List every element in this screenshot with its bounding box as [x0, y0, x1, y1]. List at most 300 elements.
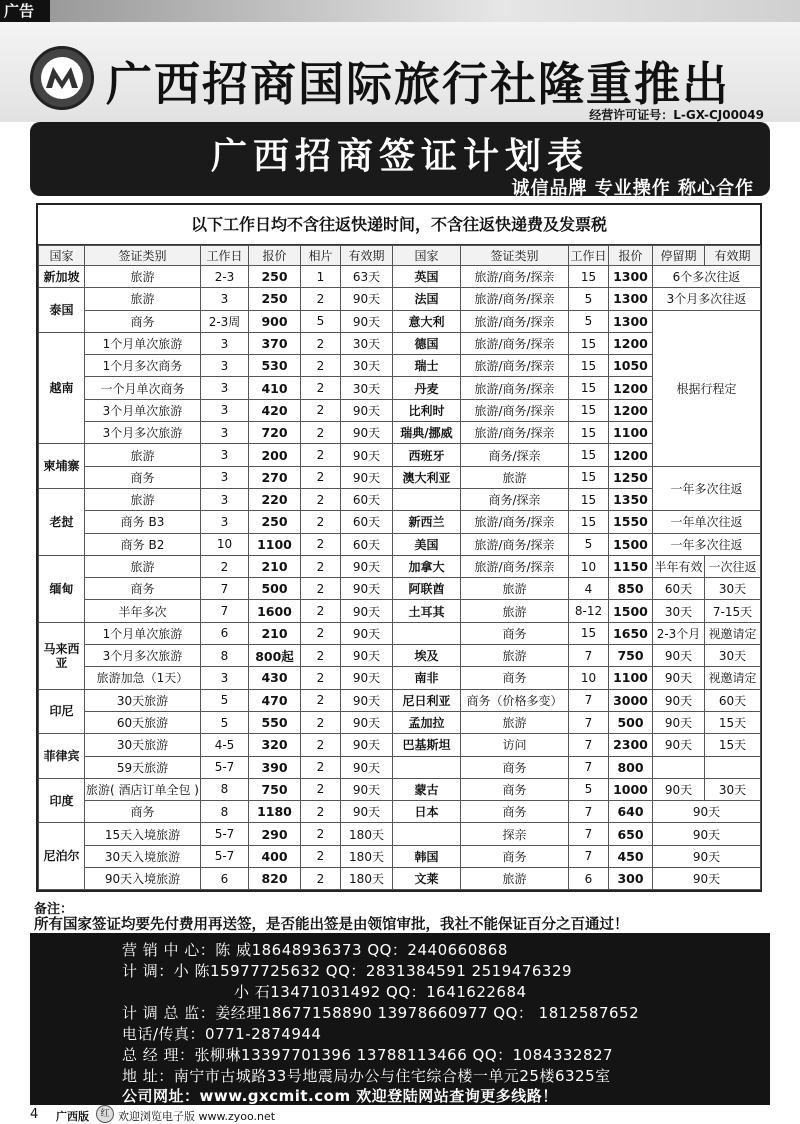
validity-cell: 30天	[705, 578, 761, 600]
validity-cell: 63天	[341, 266, 393, 288]
workdays-cell: 7	[569, 711, 609, 733]
price-cell: 1100	[609, 667, 653, 689]
workdays-cell: 8-12	[569, 600, 609, 622]
validity-cell: 30天	[705, 778, 761, 800]
workdays-cell: 3	[201, 444, 249, 466]
country-cell: 泰国	[39, 288, 85, 333]
workdays-cell: 15	[569, 622, 609, 644]
photos-cell: 2	[301, 332, 341, 354]
stay-cell: 90天	[653, 689, 705, 711]
price-cell: 2300	[609, 734, 653, 756]
country-cell: 日本	[393, 801, 461, 823]
visa-type-cell: 30天旅游	[85, 689, 201, 711]
disclaimer: 所有国家签证均要先付费用再送签，是否能出签是由领馆审批，我社不能保证百分之百通过！	[34, 917, 629, 933]
visa-type-cell: 旅游/商务/探亲	[461, 288, 569, 310]
footer-message[interactable]: 欢迎浏览电子版 www.zyoo.net	[118, 1110, 276, 1123]
validity-cell: 180天	[341, 868, 393, 890]
price-cell: 1500	[609, 533, 653, 555]
table-row	[39, 667, 761, 689]
visa-type-cell: 商务 B3	[85, 511, 201, 533]
country-cell: 比利时	[393, 399, 461, 421]
country-cell: 埃及	[393, 645, 461, 667]
workdays-cell: 7	[569, 734, 609, 756]
validity-cell: 90天	[341, 645, 393, 667]
validity-cell: 90天	[341, 756, 393, 778]
photos-cell: 2	[301, 355, 341, 377]
validity-cell: 60天	[341, 511, 393, 533]
workdays-cell: 4	[569, 578, 609, 600]
visa-type-cell: 旅游	[85, 444, 201, 466]
price-cell: 300	[609, 868, 653, 890]
price-cell: 470	[249, 689, 301, 711]
column-header: 相片	[301, 246, 341, 266]
workdays-cell: 5	[201, 711, 249, 733]
workdays-cell: 7	[569, 756, 609, 778]
workdays-cell: 2-3周	[201, 310, 249, 332]
workdays-cell: 3	[201, 667, 249, 689]
price-cell: 200	[249, 444, 301, 466]
country-cell: 尼日利亚	[393, 689, 461, 711]
visa-type-cell: 3个月多次旅游	[85, 422, 201, 444]
table-row	[39, 444, 761, 466]
visa-type-cell: 旅游	[461, 868, 569, 890]
edition-badge-icon: 红	[96, 1105, 114, 1123]
price-cell: 1180	[249, 801, 301, 823]
photos-cell: 2	[301, 622, 341, 644]
validity-cell: 90天	[341, 778, 393, 800]
price-cell: 530	[249, 355, 301, 377]
visa-type-cell: 旅游加急（1天）	[85, 667, 201, 689]
workdays-cell: 6	[569, 868, 609, 890]
price-cell: 210	[249, 555, 301, 577]
validity-cell: 90天	[341, 689, 393, 711]
photos-cell: 2	[301, 444, 341, 466]
table-row	[39, 711, 761, 733]
workdays-cell: 3	[201, 377, 249, 399]
column-header: 有效期	[341, 246, 393, 266]
workdays-cell: 15	[569, 332, 609, 354]
price-cell: 850	[609, 578, 653, 600]
workdays-cell: 3	[201, 511, 249, 533]
workdays-cell: 15	[569, 466, 609, 488]
price-cell: 800起	[249, 645, 301, 667]
table-row	[39, 734, 761, 756]
license-number: 经营许可证号：L-GX-CJ00049	[589, 108, 764, 122]
price-cell: 500	[609, 711, 653, 733]
photos-cell: 2	[301, 801, 341, 823]
visa-type-cell: 一个月单次商务	[85, 377, 201, 399]
photos-cell: 2	[301, 399, 341, 421]
price-cell: 250	[249, 511, 301, 533]
table-row	[39, 578, 761, 600]
stay-cell: 6个多次往返	[653, 266, 761, 288]
table-row	[39, 555, 761, 577]
workdays-cell: 5	[569, 310, 609, 332]
visa-type-cell: 旅游/商务/探亲	[461, 555, 569, 577]
table-row	[39, 422, 761, 444]
contact-planner-1: 计 调：小 陈15977725632 QQ：2831384591 2519476329	[122, 962, 573, 980]
photos-cell: 2	[301, 823, 341, 845]
company-logo	[30, 46, 94, 110]
country-cell: 阿联酋	[393, 578, 461, 600]
visa-table-body	[39, 246, 761, 890]
visa-type-cell: 旅游/商务/探亲	[461, 332, 569, 354]
table-header-row	[39, 246, 761, 266]
country-cell: 丹麦	[393, 377, 461, 399]
column-header: 签证类别	[461, 246, 569, 266]
photos-cell: 2	[301, 868, 341, 890]
table-row	[39, 310, 761, 332]
workdays-cell: 2	[201, 555, 249, 577]
workdays-cell: 8	[201, 645, 249, 667]
photos-cell: 2	[301, 488, 341, 510]
visa-type-cell: 旅游	[461, 645, 569, 667]
validity-cell: 90天	[341, 622, 393, 644]
page-number: 4	[30, 1107, 39, 1122]
visa-type-cell: 商务	[461, 622, 569, 644]
photos-cell: 2	[301, 734, 341, 756]
price-cell: 1100	[609, 422, 653, 444]
price-cell: 210	[249, 622, 301, 644]
photos-cell: 2	[301, 645, 341, 667]
visa-type-cell: 商务	[461, 845, 569, 867]
price-cell: 220	[249, 488, 301, 510]
validity-cell: 视邀请定	[705, 622, 761, 644]
price-cell: 320	[249, 734, 301, 756]
validity-cell: 90天	[341, 466, 393, 488]
country-cell: 土耳其	[393, 600, 461, 622]
country-cell: 西班牙	[393, 444, 461, 466]
country-cell: 澳大利亚	[393, 466, 461, 488]
logo-icon	[39, 55, 85, 101]
price-cell: 390	[249, 756, 301, 778]
visa-type-cell: 旅游	[461, 578, 569, 600]
stay-cell: 90天	[653, 823, 761, 845]
workdays-cell: 15	[569, 444, 609, 466]
price-cell: 720	[249, 422, 301, 444]
visa-type-cell: 旅游	[85, 555, 201, 577]
workdays-cell: 7	[569, 845, 609, 867]
column-header: 国家	[393, 246, 461, 266]
country-cell	[393, 488, 461, 510]
price-cell: 1600	[249, 600, 301, 622]
visa-type-cell: 半年多次	[85, 600, 201, 622]
workdays-cell: 5-7	[201, 756, 249, 778]
column-header: 报价	[609, 246, 653, 266]
visa-type-cell: 旅游/商务/探亲	[461, 266, 569, 288]
stay-cell: 90天	[653, 868, 761, 890]
visa-type-cell: 旅游	[85, 488, 201, 510]
contact-phone-fax: 电话/传真：0771-2874944	[122, 1025, 322, 1043]
price-cell: 1650	[609, 622, 653, 644]
workdays-cell: 3	[201, 288, 249, 310]
country-cell: 南非	[393, 667, 461, 689]
workdays-cell: 8	[201, 778, 249, 800]
validity-cell: 60天	[341, 533, 393, 555]
country-cell	[393, 823, 461, 845]
validity-cell: 90天	[341, 801, 393, 823]
price-cell: 420	[249, 399, 301, 421]
price-cell: 1200	[609, 399, 653, 421]
table-row	[39, 355, 761, 377]
photos-cell: 2	[301, 756, 341, 778]
stay-cell: 一年多次往返	[653, 466, 761, 511]
visa-type-cell: 3个月多次旅游	[85, 645, 201, 667]
photos-cell: 2	[301, 422, 341, 444]
country-cell	[393, 756, 461, 778]
stay-cell: 90天	[653, 778, 705, 800]
country-cell: 新西兰	[393, 511, 461, 533]
contact-planner-2: 小 石13471031492 QQ：1641622684	[234, 983, 527, 1001]
price-cell: 410	[249, 377, 301, 399]
price-cell: 640	[609, 801, 653, 823]
photos-cell: 2	[301, 511, 341, 533]
validity-cell: 180天	[341, 823, 393, 845]
country-cell: 意大利	[393, 310, 461, 332]
column-header: 签证类别	[85, 246, 201, 266]
contact-address: 地 址：南宁市古城路33号地震局办公与住宅综合楼一单元25楼6325室	[122, 1067, 611, 1085]
country-cell: 文莱	[393, 868, 461, 890]
validity-cell: 180天	[341, 845, 393, 867]
visa-type-cell: 旅游/商务/探亲	[461, 310, 569, 332]
visa-type-cell: 90天入境旅游	[85, 868, 201, 890]
visa-type-cell: 商务	[85, 801, 201, 823]
visa-type-cell: 旅游/商务/探亲	[461, 422, 569, 444]
validity-cell: 90天	[341, 600, 393, 622]
validity-cell: 90天	[341, 667, 393, 689]
slogan: 诚信品牌 专业操作 称心合作	[511, 178, 754, 199]
country-cell: 柬埔寨	[39, 444, 85, 489]
country-cell: 美国	[393, 533, 461, 555]
visa-type-cell: 商务	[85, 466, 201, 488]
validity-cell: 90天	[341, 288, 393, 310]
visa-type-cell: 商务/探亲	[461, 488, 569, 510]
contact-panel	[30, 933, 770, 1105]
visa-type-cell: 旅游/商务/探亲	[461, 511, 569, 533]
edition-label: 广西版	[56, 1110, 89, 1123]
validity-cell: 90天	[341, 444, 393, 466]
visa-type-cell: 旅游	[461, 711, 569, 733]
price-cell: 750	[609, 645, 653, 667]
price-cell: 820	[249, 868, 301, 890]
country-cell: 越南	[39, 332, 85, 443]
country-cell: 马来西亚	[39, 622, 85, 689]
validity-cell: 30天	[705, 645, 761, 667]
workdays-cell: 15	[569, 399, 609, 421]
visa-table-panel	[36, 203, 762, 892]
country-cell: 加拿大	[393, 555, 461, 577]
price-cell: 550	[249, 711, 301, 733]
contact-marketing: 营 销 中 心：陈 威18648936373 QQ：2440660868	[122, 941, 508, 959]
workdays-cell: 3	[201, 355, 249, 377]
visa-type-cell: 商务	[461, 778, 569, 800]
table-row	[39, 689, 761, 711]
table-note: 以下工作日均不含往返快递时间，不含往返快递费及发票税	[38, 205, 760, 245]
country-cell: 瑞典/挪威	[393, 422, 461, 444]
visa-type-cell: 1个月单次旅游	[85, 332, 201, 354]
country-cell: 蒙古	[393, 778, 461, 800]
validity-cell: 90天	[341, 310, 393, 332]
workdays-cell: 15	[569, 266, 609, 288]
headline: 广西招商国际旅行社隆重推出	[106, 57, 730, 111]
price-cell: 1100	[249, 533, 301, 555]
workdays-cell: 7	[569, 689, 609, 711]
table-row	[39, 377, 761, 399]
photos-cell: 2	[301, 600, 341, 622]
visa-table	[38, 245, 761, 890]
visa-type-cell: 3个月单次旅游	[85, 399, 201, 421]
visa-type-cell: 旅游	[461, 600, 569, 622]
price-cell: 370	[249, 332, 301, 354]
workdays-cell: 7	[201, 600, 249, 622]
photos-cell: 2	[301, 466, 341, 488]
photos-cell: 2	[301, 689, 341, 711]
validity-cell: 30天	[341, 332, 393, 354]
table-row	[39, 756, 761, 778]
photos-cell: 2	[301, 555, 341, 577]
table-row	[39, 533, 761, 555]
country-cell: 菲律宾	[39, 734, 85, 779]
price-cell: 800	[609, 756, 653, 778]
photos-cell: 2	[301, 667, 341, 689]
price-cell: 500	[249, 578, 301, 600]
visa-type-cell: 1个月多次商务	[85, 355, 201, 377]
visa-type-cell: 商务	[461, 756, 569, 778]
table-row	[39, 288, 761, 310]
column-header: 工作日	[569, 246, 609, 266]
price-cell: 1150	[609, 555, 653, 577]
workdays-cell: 3	[201, 399, 249, 421]
price-cell: 3000	[609, 689, 653, 711]
country-cell: 老挝	[39, 488, 85, 555]
table-row	[39, 801, 761, 823]
table-row	[39, 778, 761, 800]
price-cell: 1550	[609, 511, 653, 533]
visa-type-cell: 商务	[85, 578, 201, 600]
country-cell: 瑞士	[393, 355, 461, 377]
price-cell: 250	[249, 288, 301, 310]
validity-cell: 60天	[705, 689, 761, 711]
country-cell: 巴基斯坦	[393, 734, 461, 756]
workdays-cell: 15	[569, 422, 609, 444]
price-cell: 1050	[609, 355, 653, 377]
stay-cell: 60天	[653, 578, 705, 600]
country-cell: 缅甸	[39, 555, 85, 622]
validity-cell: 一次往返	[705, 555, 761, 577]
column-header: 国家	[39, 246, 85, 266]
price-cell: 290	[249, 823, 301, 845]
visa-type-cell: 商务	[85, 310, 201, 332]
visa-type-cell: 商务	[461, 801, 569, 823]
photos-cell: 2	[301, 377, 341, 399]
table-row	[39, 622, 761, 644]
plan-title: 广西招商签证计划表	[210, 136, 589, 177]
price-cell: 250	[249, 266, 301, 288]
price-cell: 1300	[609, 310, 653, 332]
workdays-cell: 5-7	[201, 823, 249, 845]
photos-cell: 5	[301, 310, 341, 332]
validity-cell: 15天	[705, 711, 761, 733]
stay-cell: 90天	[653, 845, 761, 867]
price-cell: 650	[609, 823, 653, 845]
workdays-cell: 3	[201, 466, 249, 488]
stay-cell: 90天	[653, 734, 705, 756]
visa-type-cell: 旅游/商务/探亲	[461, 355, 569, 377]
validity-cell: 90天	[341, 711, 393, 733]
visa-type-cell: 商务	[461, 667, 569, 689]
photos-cell: 2	[301, 711, 341, 733]
stay-cell: 一年多次往返	[653, 533, 761, 555]
validity-cell: 90天	[341, 555, 393, 577]
workdays-cell: 5	[569, 778, 609, 800]
workdays-cell: 3	[201, 488, 249, 510]
visa-type-cell: 1个月单次旅游	[85, 622, 201, 644]
table-row	[39, 823, 761, 845]
price-cell: 430	[249, 667, 301, 689]
stay-cell: 90天	[653, 711, 705, 733]
validity-cell: 15天	[705, 734, 761, 756]
stay-cell: 半年有效	[653, 555, 705, 577]
country-cell	[393, 622, 461, 644]
validity-cell: 90天	[341, 578, 393, 600]
validity-cell: 90天	[341, 422, 393, 444]
country-cell: 英国	[393, 266, 461, 288]
photos-cell: 2	[301, 778, 341, 800]
stay-cell	[653, 756, 705, 778]
price-cell: 270	[249, 466, 301, 488]
workdays-cell: 5	[569, 288, 609, 310]
table-row	[39, 868, 761, 890]
price-cell: 450	[609, 845, 653, 867]
visa-type-cell: 商务/探亲	[461, 444, 569, 466]
photos-cell: 2	[301, 845, 341, 867]
workdays-cell: 5	[201, 689, 249, 711]
visa-type-cell: 59天旅游	[85, 756, 201, 778]
workdays-cell: 15	[569, 488, 609, 510]
price-cell: 1200	[609, 377, 653, 399]
workdays-cell: 10	[201, 533, 249, 555]
visa-type-cell: 15天入境旅游	[85, 823, 201, 845]
validity-cell: 30天	[341, 355, 393, 377]
country-cell: 新加坡	[39, 266, 85, 288]
table-row	[39, 511, 761, 533]
contact-website[interactable]: 公司网址：www.gxcmit.com 欢迎登陆网站查询更多线路！	[122, 1087, 558, 1105]
country-cell: 法国	[393, 288, 461, 310]
workdays-cell: 5-7	[201, 845, 249, 867]
workdays-cell: 15	[569, 377, 609, 399]
price-cell: 1000	[609, 778, 653, 800]
table-row	[39, 332, 761, 354]
visa-type-cell: 旅游/商务/探亲	[461, 377, 569, 399]
validity-cell: 7-15天	[705, 600, 761, 622]
price-cell: 1300	[609, 288, 653, 310]
stay-cell: 30天	[653, 600, 705, 622]
workdays-cell: 6	[201, 622, 249, 644]
workdays-cell: 10	[569, 667, 609, 689]
table-row	[39, 645, 761, 667]
ad-tag: 广告	[0, 0, 50, 22]
table-row	[39, 466, 761, 488]
table-row	[39, 488, 761, 510]
workdays-cell: 6	[201, 868, 249, 890]
photos-cell: 2	[301, 533, 341, 555]
header	[0, 22, 800, 122]
visa-type-cell: 旅游	[461, 466, 569, 488]
workdays-cell: 7	[569, 645, 609, 667]
price-cell: 1300	[609, 266, 653, 288]
visa-type-cell: 旅游( 酒店订单全包 )	[85, 778, 201, 800]
stay-cell: 根据行程定	[653, 310, 761, 466]
